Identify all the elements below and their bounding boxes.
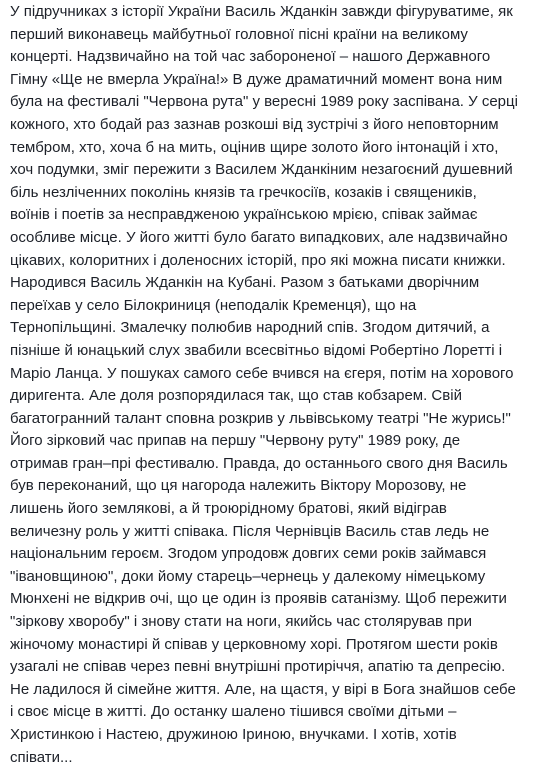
post-text-line: "зіркову хворобу" і знову стати на ноги, якийсь час столярував при xyxy=(10,613,473,631)
post-text-line: Мюнхені не відкрив очі, що це один із проявів сатанізму. Щоб пережити xyxy=(10,590,507,608)
post-text-line: лишень його землякові, а й троюрідному братові, який відіграв xyxy=(10,500,447,518)
post-text-line: і своє місце в житті. До останку шалено тішився своїми дітьми – xyxy=(10,703,457,721)
post-text-line: Христинкою і Настею, дружиною Іриною, внучками. І хотів, хотів xyxy=(10,726,457,743)
post-text-line: Тернопільщині. Змалечку полюбив народний спів. Згодом дитячий, а xyxy=(10,319,490,337)
post-text-line: перший виконавець майбутньої головної пісні країни на великому xyxy=(10,25,468,43)
post-text-line: отримав гран–прі фестивалю. Правда, до останнього свого дня Василь xyxy=(10,454,508,472)
post-text-line: була на фестивалі "Червона рута" у вересні 1989 року заспівана. У серці xyxy=(10,93,518,111)
post-text-line: кожного, хто бодай раз зазнав розкоші від зустрічі з його неповторним xyxy=(10,115,499,133)
post-text-line: співати... xyxy=(10,748,73,766)
post-text-line: цікавих, колоритних і доленосних історій, про які можна писати книжки. xyxy=(10,251,506,269)
post-text-line: був переконаний, що ця нагорода належить Віктору Морозову, не xyxy=(10,477,467,495)
post-text-line: біль незліченних поколінь князів та гречкосіїв, козаків і священиків, xyxy=(10,183,477,201)
post-text-line: концерті. Надзвичайно на той час забороненої – нашого Державного xyxy=(10,48,491,66)
post-text-line: Гімну «Ще не вмерла Україна!» В дуже драматичний момент вона ним xyxy=(10,70,503,88)
post-text-line: переїхав у село Білокриниця (неподалік Кременця), що на xyxy=(10,296,417,314)
post-text-line: узагалі не співав через певні внутрішні протиріччя, апатію та депресію. xyxy=(10,658,506,676)
post-text-line: У підручниках з історії України Василь Жданкін завжди фігуруватиме, як xyxy=(10,3,513,20)
post-text xyxy=(10,1,550,769)
post-text-line: Маріо Ланца. У пошуках самого себе вчився на єгеря, потім на хорового xyxy=(10,364,514,382)
post-text-line: Не ладилося й сімейне життя. Але, на щастя, у вірі в Бога знайшов себе xyxy=(10,680,516,698)
post-text-line: "івановщиною", доки йому старець–чернець у далекому німецькому xyxy=(10,567,486,585)
post-text-line: хоч подумки, зміг пережити з Василем Жданкіним незагоєний душевний xyxy=(10,161,513,179)
post-text-line: тембром, хто, хоча б на мить, оцінив щире золото його інтонацій і хто, xyxy=(10,138,499,156)
post-text-line: пізніше й юнацький слух звабили всесвітньо відомі Робертіно Лоретті і xyxy=(10,341,503,359)
post-text-line: воїнів і поетів за несправдженою українською мрією, співак займає xyxy=(10,206,478,224)
post-text-line: величезну роль у житті співака. Після Чернівців Василь став ледь не xyxy=(10,522,490,540)
post-text-line: Народився Василь Жданкін на Кубані. Разом з батьками дворічним xyxy=(10,274,480,292)
post-text-line: особливе місце. У його житті було багато випадкових, але надзвичайно xyxy=(10,228,508,246)
post-text-line: національним героєм. Згодом упродовж довгих семи років займався xyxy=(10,545,487,563)
post-text-line: жіночому монастирі й співав у церковному хорі. Протягом шести років xyxy=(10,635,498,653)
post-text-line: Його зірковий час припав на першу "Червону руту" 1989 року, де xyxy=(10,432,461,450)
post-text-line: диригента. Але доля розпорядилася так, що став кобзарем. Свій xyxy=(10,387,462,405)
post-text-line: багатогранний талант сповна розкрив у львівському театрі "Не журись!" xyxy=(10,409,511,427)
